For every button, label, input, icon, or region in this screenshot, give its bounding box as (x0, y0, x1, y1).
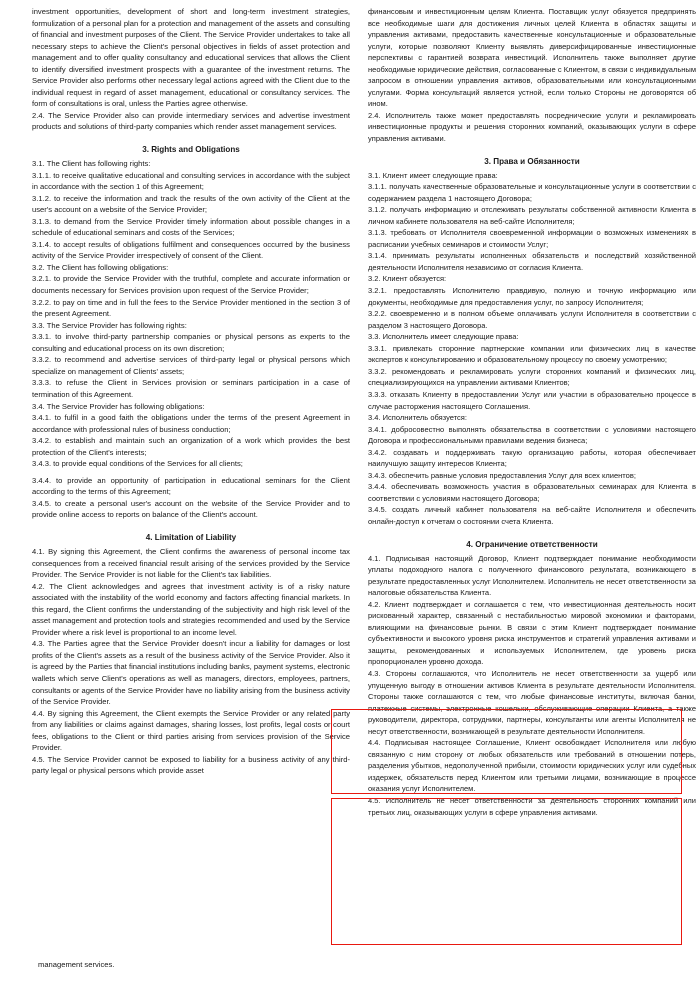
clause-3-1-4-ru: 3.1.4. принимать результаты исполненных обязательств и последствий хозяйственной деятельности Исполнителя независимо от согласия Клиента. (368, 251, 696, 272)
clause-3-4-4: 3.4.4. to provide an opportunity of participation in educational seminars for the Client according to the terms of this Agreement; (32, 475, 350, 497)
clause-4-5-ru: 4.5. Исполнитель не несет ответственности за деятельность сторонних компаний или третьих лиц, оказывающих услуги в сфере управления активами. (368, 796, 696, 817)
clause-3-3-2-ru: 3.3.2. рекомендовать и рекламировать услуги сторонних компаний и физических лиц, специализирующихся на управлении активами Клиентов; (368, 366, 696, 388)
clause-3-2-1-ru: 3.2.1. предоставлять Исполнителю правдивую, полную и точную информацию или документы, необходимые для предоставления услуг, по запросу Исполнителя; (368, 286, 696, 307)
clause-4-3-ru: 4.3. Стороны соглашаются, что Исполнитель не несет ответственности за ущерб или упущенную выгоду в отношении активов Клиента в результате деятельности Исполнителя. Стороны также соглашаются с тем, что любые финансовые институты, включая банки, платежные системы, электронные кошельки, обслуживающие операции Клиента, а также руководители, директора, сотрудники, партнеры, консультанты или агенты Исполнителя не несут ответственности, возникающей в результате деятельности Исполнителя. (368, 668, 696, 736)
clause-3-2-2-ru: 3.2.2. своевременно и в полном объеме оплачивать услуги Исполнителя в соответствии с разделом 3 настоящего Договора. (368, 309, 696, 330)
clause-3-4-5-ru: 3.4.5. создать личный кабинет пользователя на веб-сайте Исполнителя и обеспечить онлайн-доступ к отчетам о состоянии счета Клиента. (368, 505, 696, 526)
clause-3-2: 3.2. The Client has following obligations: (32, 262, 169, 272)
clause-3-4-1-ru: 3.4.1. добросовестно выполнять обязательства в соответствии с условиями настоящего Договора и профессиональными правилами ведения бизнеса; (368, 424, 696, 446)
section-heading-4-ru: 4. Ограничение ответственности (466, 539, 598, 549)
paragraph-intro-1-ru: финансовым и инвестиционным целям Клиента. Поставщик услуг обязуется предпринять все необходимые шаги для достижения личных целей Клиента в областях защиты и управления активами, предоставить качественные консультационные и образовательные услуги, которые позволяют Клиенту выявлять диверсифицированные инвестиционные перспективы с гарантией возврата инвестиций. Исполнитель также выполняет другие необходимые юридические действия, согласованные с Клиентом, в связи с индивидуальным запросом в отношении управления активов, образовательными или консультационными услугами. Форма консультаций является устной, если только Стороны не договорятся об ином. (368, 7, 696, 109)
english-column (32, 6, 350, 777)
clause-3-4: 3.4. The Service Provider has following obligations: (32, 401, 205, 411)
clause-4-1: 4.1. By signing this Agreement, the Client confirms the awareness of personal income tax consequences from a received financial result arising of the services provided by the Service Provider. The Service Provider is not liable for the Client's tax liabilities. (32, 546, 350, 580)
clause-3-4-2: 3.4.2. to establish and maintain such an organization of a work which provides the best protection of the Client's interests; (32, 436, 350, 457)
clause-3-3-3-ru: 3.3.3. отказать Клиенту в предоставлении Услуг или участии в образовательно процессе в случае расторжения настоящего Соглашения. (368, 389, 696, 411)
clause-3-4-3: 3.4.3. to provide equal conditions of the Services for all clients; (32, 459, 243, 469)
section-heading-3-ru: 3. Права и Обязанности (484, 156, 580, 166)
clause-3-1-2-ru: 3.1.2. получать информацию и отслеживать результаты собственной активности Клиента в личном кабинете пользователя на веб-сайте Исполнителя; (368, 205, 696, 226)
clause-3-3-1-ru: 3.3.1. привлекать сторонние партнерские компании или физических лиц в качестве экспертов к консультированию и образовательному процессу по своему усмотрению; (368, 343, 696, 365)
clause-3-2-1: 3.2.1. to provide the Service Provider with the truthful, complete and accurate information or documents necessary for Services provision upon request of the Service Provider; (32, 274, 350, 296)
clause-4-5: 4.5. The Service Provider cannot be exposed to liability for a business activity of any third-party legal or physical persons which provide asset (32, 754, 350, 776)
clause-4-2: 4.2. The Client acknowledges and agrees that investment activity is of a risky nature associated with the instability of the world economy and factors affecting financial markets. In this regard, the Client confirms the understanding of the subjectivity and high risk level of the asset management and protection tools and strategies recommended and used by the Service Provider where a risk level is proportional to an income level. (32, 581, 350, 637)
clause-4-2-ru: 4.2. Клиент подтверждает и соглашается с тем, что инвестиционная деятельность носит рискованный характер, связанный с нестабильностью мировой экономики и факторами, влияющими на финансовые рынки. В связи с этим Клиент подтверждает понимание субъективности и высокого уровня риска инструментов и стратегий управления активами и защиты, рекомендованных и используемых Исполнителем, где уровень риска пропорционален уровню дохода. (368, 599, 696, 667)
paragraph-clause-2-4-ru: 2.4. Исполнитель также может предоставлять посреднические услуги и рекламировать инвестиционные продукты и решения сторонних компаний, оказывающих услуги в сфере управления активами. (368, 110, 696, 144)
clause-3-1-1: 3.1.1. to receive qualitative educational and consulting services in accordance with the subject in accordance with the section 1 of this Agreement; (32, 170, 350, 192)
clause-3-1: 3.1. The Client has following rights: (32, 159, 151, 169)
clause-4-3: 4.3. The Parties agree that the Service Provider doesn't incur a liability for damages or lost profits of the Client's assets as a result of the business activity of the Service Provider. Also it is agreed by the Parties that financial institutions including banks, payment systems, electronic wallets which serve Client's operations as well as managers, directors, employees, partners, consultants or agents of the Service Provider have no liability arising from the business activity of the Service Provider. (32, 639, 350, 707)
clause-4-4: 4.4. By signing this Agreement, the Client exempts the Service Provider or any related party from any liabilities or claims against damages, sharing losses, lost profits, legal costs or court fees, obligations to the Client or third parties arising from services provision of the Service Provider. (32, 708, 350, 753)
clause-3-4-2-ru: 3.4.2. создавать и поддерживать такую организацию работы, которая обеспечивает наилучшую защиту интересов Клиента; (368, 447, 696, 469)
clause-3-4-5: 3.4.5. to create a personal user's account on the website of the Service Provider and to provide online access to reports on balance of the Client's account. (32, 498, 350, 520)
paragraph-intro-1: investment opportunities, development of short and long-term investment strategies, formulization of a personal plan for a protection and management of the assets and consulting of financial and investment purposes of the Client. The Service Provider undertakes to take all necessary steps to achieve the Client's personal objectives in fields of asset protection and management and to offer quality consultancy and educational services that allows the Client to identify diversified investment prospects with a guarantee of the investment returns. The Service Provider also performs other necessary legal actions agreed with the Client due to the individual request in regard of asset management, educational or consultancy services. The form of consultations is oral, unless the Parties agree otherwise. (32, 7, 350, 109)
clause-4-1-ru: 4.1. Подписывая настоящий Договор, Клиент подтверждает понимание необходимости уплаты подоходного налога с полученного финансового результата, возникающего в результате предоставленных услуг Исполнителем. Исполнитель не несет ответственности за налоговые обязательства Клиента. (368, 553, 696, 598)
section-heading-4-en: 4. Limitation of Liability (145, 532, 237, 542)
bilingual-columns (32, 6, 696, 818)
clause-3-1-2: 3.1.2. to receive the information and track the results of the own activity of the Client at the user's account on a website of the Service Provider; (32, 193, 350, 215)
clause-3-2-ru: 3.2. Клиент обязуется: (368, 274, 447, 284)
clause-4-4-ru: 4.4. Подписывая настоящее Соглашение, Клиент освобождает Исполнителя или любую связанную с ним сторону от любых обязательств или требований в отношении потерь, разделения убытков, недополученной прибыли, стоимости юридических услуг или судебных издержек, обязательств перед Клиентом или третьими лицами, возникающие в процессе оказания услуг Исполнителем. (368, 738, 696, 794)
clause-3-2-2: 3.2.2. to pay on time and in full the fees to the Service Provider mentioned in the section 3 of the present Agreement. (32, 297, 350, 319)
highlight-box-clauses-4-3-to-4-5 (331, 798, 682, 945)
paragraph-clause-2-4: 2.4. The Service Provider also can provide intermediary services and advertise investment products and solutions of third-party companies which render asset management services. (32, 110, 350, 132)
clause-3-3-1: 3.3.1. to involve third-party partnership companies or physical persons as experts to the consulting and educational process on its own discretion; (32, 332, 350, 353)
section-heading-3-en: 3. Rights and Obligations (142, 145, 240, 155)
footer-continuation-text: management services. (38, 959, 115, 969)
clause-3-3-ru: 3.3. Исполнитель имеет следующие права: (368, 332, 519, 342)
clause-3-4-3-ru: 3.4.3. обеспечить равные условия предоставления Услуг для всех клиентов; (368, 470, 636, 480)
russian-column (368, 6, 696, 818)
clause-3-3: 3.3. The Service Provider has following rights: (32, 320, 187, 330)
clause-3-1-ru: 3.1. Клиент имеет следующие права: (368, 170, 498, 180)
clause-3-4-ru: 3.4. Исполнитель обязуется: (368, 413, 467, 423)
clause-3-4-1: 3.4.1. to fulfil in a good faith the obligations under the terms of the present Agreement in accordance with professional rules of business conduction; (32, 413, 350, 434)
clause-3-1-1-ru: 3.1.1. получать качественные образовательные и консультационные услуги в соответствии с содержанием раздела 1 настоящего Договора; (368, 182, 696, 203)
clause-3-3-3: 3.3.3. to refuse the Client in Services provision or seminars participation in a case of termination of this Agreement. (32, 378, 350, 399)
clause-3-4-4-ru: 3.4.4. обеспечивать возможность участия в образовательных семинарах для Клиента в соответствии с условиями настоящего Договора; (368, 482, 696, 503)
clause-3-1-4: 3.1.4. to accept results of obligations fulfilment and consequences occurred by the business activity of the Service Provider irrespectively of consent of the Client. (32, 239, 350, 261)
clause-3-3-2: 3.3.2. to recommend and advertise services of third-party legal or physical persons which specialize on management of Clients' assets; (32, 355, 350, 376)
clause-3-1-3: 3.1.3. to demand from the Service Provider timely information about possible changes in a schedule of educational seminars and costs of the Services; (32, 216, 350, 238)
clause-3-1-3-ru: 3.1.3. требовать от Исполнителя своевременной информации о возможных изменениях в расписании учебных семинаров и стоимости Услуг; (368, 228, 696, 249)
